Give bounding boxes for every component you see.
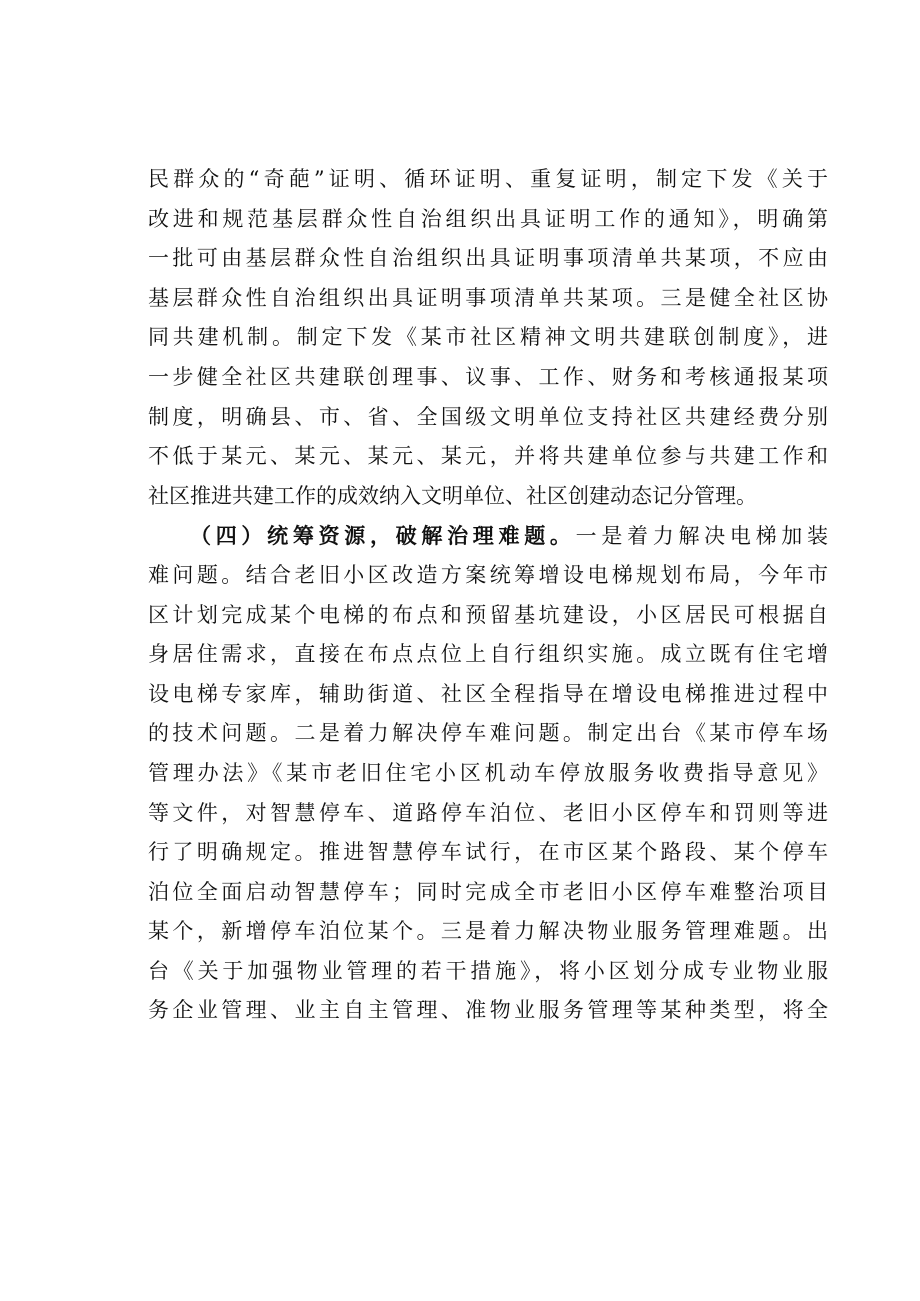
text-line: 改进和规范基层群众性自治组织出具证明工作的通知》，明确第 [148,206,828,231]
text-line: 泊位全面启动智慧停车；同时完成全市老旧小区停车难整治项目 [148,879,828,904]
text-line: 区计划完成某个电梯的布点和预留基坑建设，小区居民可根据自 [148,602,828,627]
text-line: 某个，新增停车泊位某个。三是着力解决物业服务管理难题。出 [148,919,828,944]
text-line: 等文件，对智慧停车、道路停车泊位、老旧小区停车和罚则等进 [148,800,828,825]
text-line: 管理办法》《某市老旧住宅小区机动车停放服务收费指导意见》 [148,760,828,785]
text-line: 设电梯专家库，辅助街道、社区全程指导在增设电梯推进过程中 [148,681,828,706]
text-line: 一批可由基层群众性自治组织出具证明事项清单共某项，不应由 [148,246,828,271]
text-line: 基层群众性自治组织出具证明事项清单共某项。三是健全社区协 [148,285,828,310]
section-first-line-rest: 一是着力解决电梯加装 [575,524,828,549]
text-line: 难问题。结合老旧小区改造方案统筹增设电梯规划布局，今年市 [148,562,828,587]
text-line: 不低于某元、某元、某元、某元，并将共建单位参与共建工作和 [148,444,828,469]
text-line: 行了明确规定。推进智慧停车试行，在市区某个路段、某个停车 [148,840,828,865]
text-line: 的技术问题。二是着力解决停车难问题。制定出台《某市停车场 [148,721,828,746]
section-heading: （四）统筹资源，破解治理难题。 [190,523,576,549]
text-line: 务企业管理、业主自主管理、准物业服务管理等某种类型，将全 [148,998,828,1023]
text-line: 台《关于加强物业管理的若干措施》，将小区划分成专业物业服 [148,958,828,983]
text-line: 一步健全社区共建联创理事、议事、工作、财务和考核通报某项 [148,364,828,389]
text-line: 民群众的“奇葩”证明、循环证明、重复证明，制定下发《关于 [148,167,828,191]
text-line: 社区推进共建工作的成效纳入文明单位、社区创建动态记分管理。 [148,483,757,508]
text-line: 制度，明确县、市、省、全国级文明单位支持社区共建经费分别 [148,404,828,429]
text-line: 同共建机制。制定下发《某市社区精神文明共建联创制度》，进 [148,325,828,350]
text-line: 身居住需求，直接在布点点位上自行组织实施。成立既有住宅增 [148,642,828,667]
body-text [148,160,828,1031]
section-first-line [148,516,828,556]
